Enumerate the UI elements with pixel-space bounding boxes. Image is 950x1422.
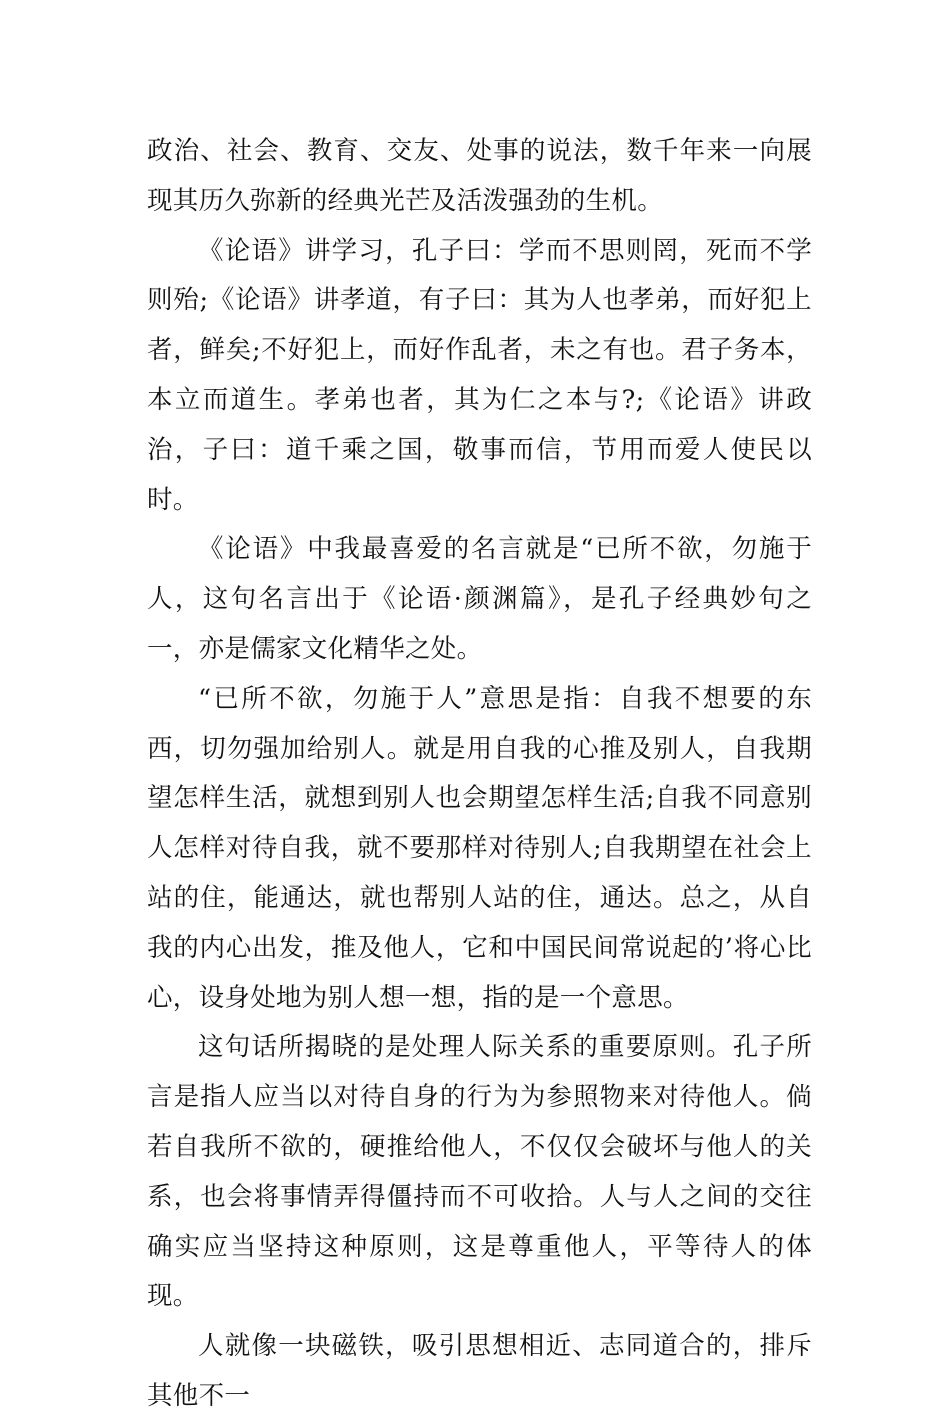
paragraph-3: 《论语》中我最喜爱的名言就是“已所不欲，勿施于人，这句名言出于《论语·颜渊篇》，是孔子经典妙句之一，亦是儒家文化精华之处。 bbox=[147, 534, 812, 664]
paragraph-1: 政治、社会、教育、交友、处事的说法，数千年来一向展现其历久弥新的经典光芒及活泼强劲的生机。 bbox=[147, 136, 812, 216]
paragraph-4: “已所不欲，勿施于人”意思是指：自我不想要的东西，切勿强加给别人。就是用自我的心推及别人，自我期望怎样生活，就想到别人也会期望怎样生活;自我不同意别人怎样对待自我，就不要那样对待别人;自我期望在社会上站的住，能通达，就也帮别人站的住，通达。总之，从自我的内心出发，推及他人，它和中国民间常说起的’将心比心，设身处地为别人想一想，指的是一个意思。 bbox=[147, 683, 812, 1013]
paragraph-6: 人就像一块磁铁，吸引思想相近、志同道合的，排斥其他不一 bbox=[147, 1331, 812, 1411]
paragraph-2: 《论语》讲学习，孔子曰：学而不思则罔，死而不学则殆;《论语》讲孝道，有子曰：其为人也孝弟，而好犯上者，鲜矣;不好犯上，而好作乱者，未之有也。君子务本，本立而道生。孝弟也者，其为仁之本与?;《论语》讲政治，子曰：道千乘之国，敬事而信，节用而爱人使民以时。 bbox=[147, 235, 812, 515]
body-text bbox=[147, 127, 812, 1422]
paragraph-5: 这句话所揭晓的是处理人际关系的重要原则。孔子所言是指人应当以对待自身的行为为参照物来对待他人。倘若自我所不欲的，硬推给他人，不仅仅会破坏与他人的关系，也会将事情弄得僵持而不可收拾。人与人之间的交往确实应当坚持这种原则，这是尊重他人，平等待人的体现。 bbox=[147, 1032, 812, 1312]
